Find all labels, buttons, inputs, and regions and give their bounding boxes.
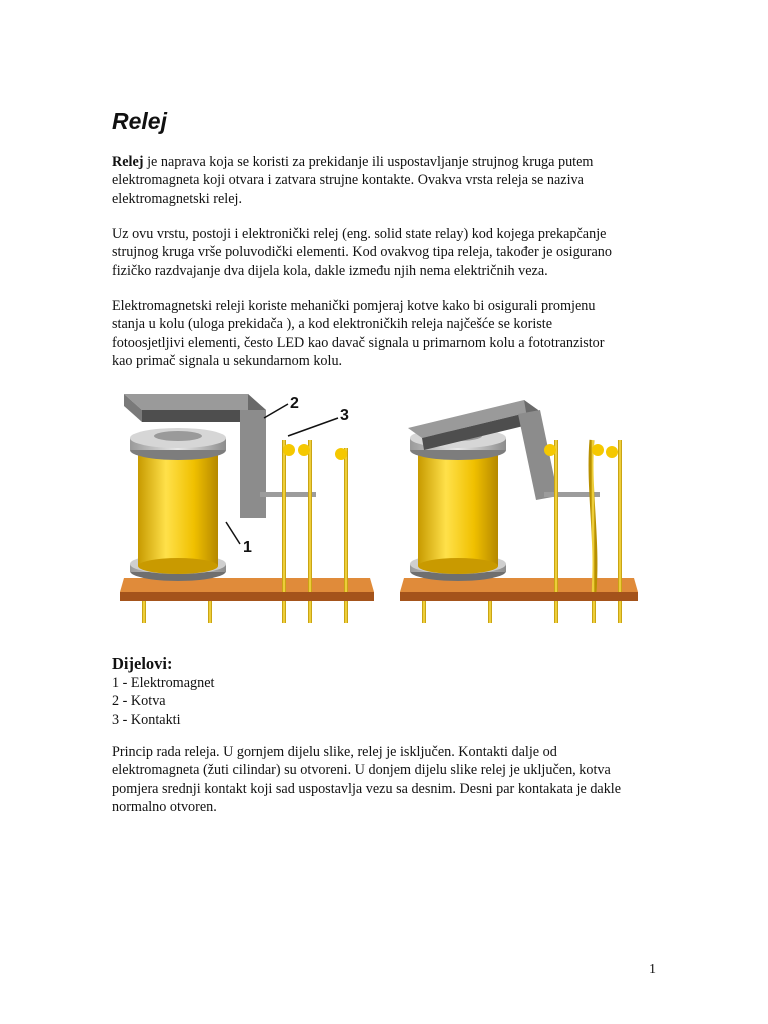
solid-state-paragraph bbox=[112, 225, 672, 280]
para2-line-1: Uz ovu vrstu, postoji i elektronički relej (eng. solid state relay) kod kojega prekapčanje bbox=[112, 226, 607, 242]
intro-line-1-text: je naprava koja se koristi za prekidanje ili uspostavljanje strujnog kruga putem bbox=[143, 154, 594, 170]
label-2: 2 bbox=[290, 395, 299, 412]
parts-item-1: 1 - Elektromagnet bbox=[112, 675, 215, 691]
label-1: 1 bbox=[243, 539, 252, 556]
intro-bold-term: Relej bbox=[112, 154, 144, 170]
para3-line-3: fotoosjetljivi elementi, često LED kao davač signala u primarnom kolu a fototranzistor bbox=[112, 334, 605, 351]
parts-list bbox=[112, 674, 214, 729]
intro-line-1 bbox=[112, 153, 672, 171]
parts-item-3: 3 - Kontakti bbox=[112, 711, 181, 728]
principle-paragraph bbox=[112, 743, 672, 816]
intro-line-3: elektromagnetski relej. bbox=[112, 190, 243, 207]
relay-on bbox=[400, 400, 638, 623]
para4-line-2: elektromagneta (žuti cilindar) su otvoreni. U donjem dijelu slike relej je uključen, kotva bbox=[112, 762, 611, 779]
relay-illustration bbox=[112, 388, 640, 633]
intro-line-2: elektromagneta koji otvara i zatvara strujne kontakte. Ovakva vrsta releja se naziva bbox=[112, 172, 584, 189]
page-number: 1 bbox=[649, 962, 656, 977]
para2-line-3: fizičko razdvajanje dva dijela kola, dakle između njih nema električnih veza. bbox=[112, 262, 548, 279]
label-3: 3 bbox=[340, 407, 349, 424]
para3-line-4: kao primač signala u sekundarnom kolu. bbox=[112, 352, 343, 369]
para3-line-1: Elektromagnetski releji koriste mehanički pomjeraj kotve kako bi osigurali promjenu bbox=[112, 298, 596, 314]
relay-off bbox=[120, 394, 374, 623]
para4-line-3: pomjera srednji kontakt koji sad uspostavlja vezu sa desnim. Desni par kontakata je dakle bbox=[112, 780, 622, 797]
parts-heading: Dijelovi: bbox=[112, 654, 173, 673]
mechanism-paragraph bbox=[112, 297, 672, 370]
page-title: Relej bbox=[112, 108, 167, 134]
para4-line-1: Princip rada releja. U gornjem dijelu slike, relej je isključen. Kontakti dalje od bbox=[112, 744, 557, 760]
intro-paragraph bbox=[112, 153, 672, 208]
parts-item-2: 2 - Kotva bbox=[112, 693, 166, 710]
para4-line-4: normalno otvoren. bbox=[112, 798, 217, 815]
para3-line-2: stanja u kolu (uloga prekidača ), a kod elektroničkih releja najčešće se koriste bbox=[112, 316, 553, 333]
para2-line-2: strujnog kruga vrše poluvodički elementi. Kod ovakvog tipa releja, također je osigurano bbox=[112, 244, 612, 261]
